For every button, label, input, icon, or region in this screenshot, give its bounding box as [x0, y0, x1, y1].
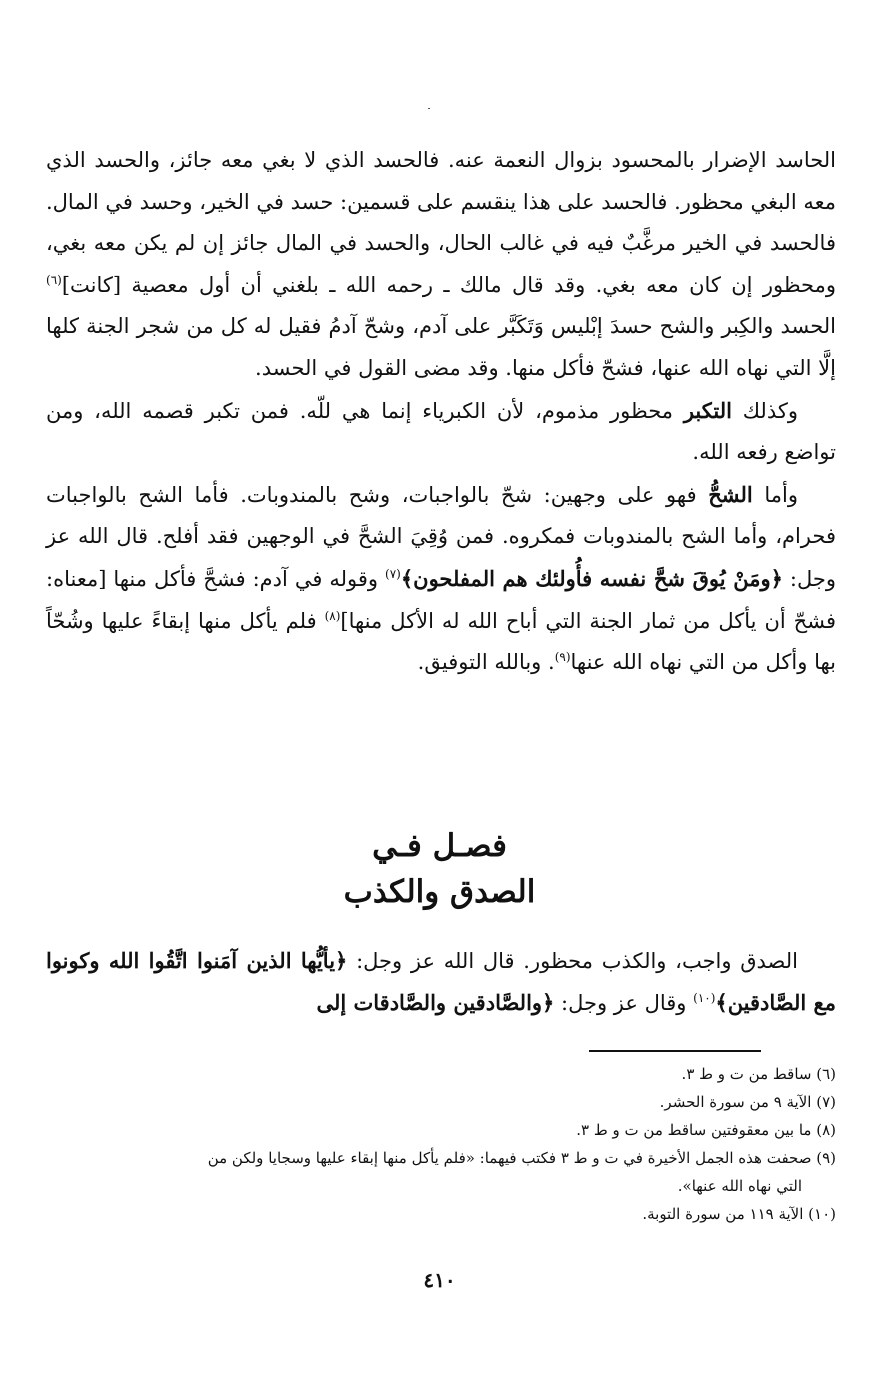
paragraph-truthfulness [46, 940, 836, 1024]
footnote-ref-6[interactable]: (٦) [46, 272, 62, 287]
p4-text-1: الصدق واجب، والكذب محظور. قال الله عز وجل: [347, 949, 798, 973]
p3-bold-term: الشحُّ [708, 481, 753, 507]
footnote-10: (١٠) الآية ١١٩ من سورة التوبة. [642, 1205, 836, 1223]
footnote-6: (٦) ساقط من ت و ط ٣. [681, 1065, 836, 1083]
footnote-ref-10[interactable]: (١٠) [693, 991, 716, 1005]
p2-bold-term: التكبر [683, 397, 732, 423]
footnotes [46, 1060, 836, 1228]
footnote-divider [589, 1050, 761, 1052]
section-heading-line-1: فصـل فـي [372, 828, 507, 864]
top-mark [428, 108, 430, 109]
paragraph-envy-part-2: الحسد والكِبر والشح حسدَ إبْليس وَتَكَبَّر على آدم، وشحّ آدمُ فقيل له كل من شجر الجنة كلها إلَّا التي نهاه الله عنها، فشحّ فأكل منها. وقد مضى القول في الحسد. [46, 314, 836, 380]
p3-quran-verse: ﴿ومَنْ يُوقَ شحَّ نفسه فأُولئك هم المفلحون﴾ [400, 565, 783, 591]
p3-text-3: وقوله في آدم: فشحَّ فأكل منها [معناه: فشحّ أن يأكل من ثمار الجنة التي أباح الله له الأكل منها] [46, 566, 836, 633]
section-heading-line-2: الصدق والكذب [343, 874, 536, 910]
paragraph-stinginess [46, 474, 836, 684]
p3-text-1: وأما [752, 482, 798, 507]
p2-text-1: وكذلك [731, 398, 798, 423]
p4-quran-verse-1: ﴿يأيُّها الذين آمَنوا اتَّقُوا الله وكونوا مع الصَّادقين﴾ [46, 948, 836, 1015]
footnote-ref-9[interactable]: (٩) [554, 650, 571, 665]
footnote-9-continued: التي نهاه الله عنها». [677, 1177, 802, 1195]
paragraph-envy [46, 140, 836, 390]
page-number: ٤١٠ [423, 1268, 456, 1292]
footnote-9: (٩) صحفت هذه الجمل الأخيرة في ت و ط ٣ فكتب فيهما: «فلم يأكل منها إبقاء عليها وسجايا ولكن من [207, 1149, 836, 1167]
p3-text-4: فلم يأكل منها إبقاءً عليها وشُحّاً بها وأكل من التي نهاه الله عنها [46, 608, 836, 675]
footnote-8: (٨) ما بين معقوفتين ساقط من ت و ط ٣. [576, 1121, 836, 1139]
p3-text-2: فهو على وجهين: شحّ بالواجبات، وشح بالمندوبات. فأما الشح بالواجبات فحرام، وأما الشح بالمندوبات فمكروه. فمن وُقِيَ الشحَّ في الوجهين فقد أفلح. قال الله عز وجل: [46, 482, 836, 591]
footnote-ref-7[interactable]: (٧) [385, 566, 401, 581]
p4-quran-verse-2: ﴿والصَّادقين والصَّادقات إلى [316, 990, 555, 1015]
footnote-7: (٧) الآية ٩ من سورة الحشر. [659, 1093, 836, 1111]
section-text [46, 940, 836, 1024]
footnote-ref-8[interactable]: (٨) [324, 608, 341, 623]
paragraph-arrogance [46, 390, 836, 474]
p4-text-2: وقال عز وجل: [554, 991, 694, 1015]
main-text [46, 140, 836, 684]
p2-text-2: محظور مذموم، لأن الكبرياء إنما هي للّه. فمن تكبر قصمه الله، ومن تواضع رفعه الله. [46, 398, 836, 465]
paragraph-envy-part-1: الحاسد الإضرار بالمحسود بزوال النعمة عنه. فالحسد الذي لا بغي معه جائز، والحسد الذي معه البغي محظور. فالحسد على هذا ينقسم على قسمين: حسد في الخير، وحسد في المال. فالحسد في الخير مرغَّبٌ فيه في غالب الحال، والحسد في المال جائز إن لم يكن معه بغي، ومحظور إن كان معه بغي. وقد قال مالك ـ رحمه الله ـ بلغني أن أول معصية [كانت] [46, 148, 836, 297]
p3-text-5: . وبالله التوفيق. [417, 650, 555, 675]
